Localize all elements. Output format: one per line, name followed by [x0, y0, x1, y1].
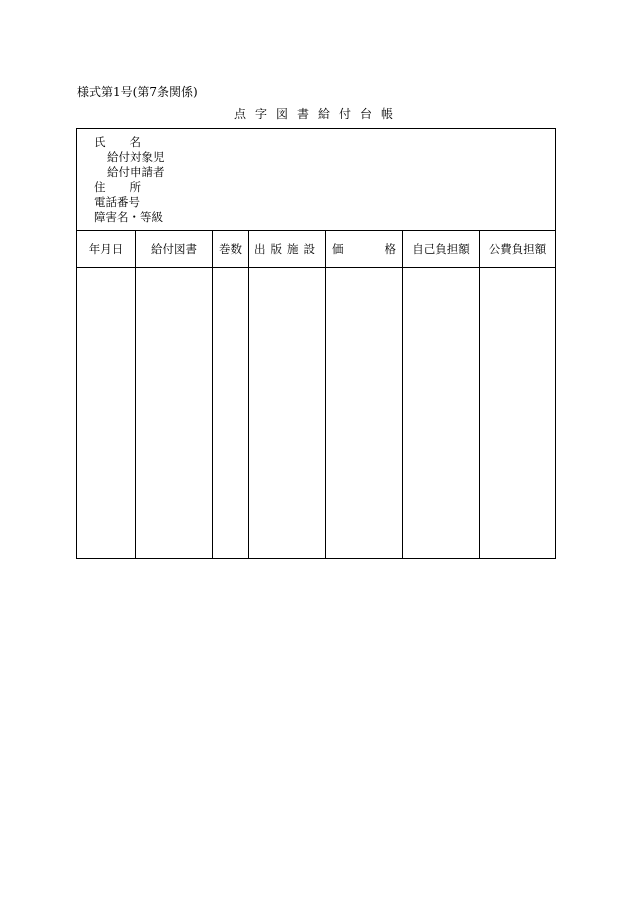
price-header-part1: 価 [332, 242, 344, 256]
applicant-info-block [77, 129, 555, 231]
document-title: 点字図書給付台帳 [233, 107, 402, 121]
disability-label: 障害名・等級 [94, 210, 163, 224]
column-divider [248, 231, 249, 558]
table-header-row [77, 231, 555, 268]
recipient-child-label: 給付対象児 [107, 150, 165, 164]
column-header-price [326, 231, 402, 267]
column-header-volumes: 巻数 [219, 242, 242, 256]
column-divider [212, 231, 213, 558]
column-header-publisher: 出版施設 [254, 242, 320, 256]
column-divider [325, 231, 326, 558]
ledger-table [76, 128, 556, 559]
address-label: 住所 [94, 180, 165, 194]
column-divider [135, 231, 136, 558]
phone-label: 電話番号 [94, 195, 140, 209]
applicant-label: 給付申請者 [107, 165, 165, 179]
column-divider [479, 231, 480, 558]
form-reference: 様式第1号(第7条関係) [77, 85, 198, 99]
name-label: 氏名 [94, 135, 165, 149]
column-header-date: 年月日 [88, 242, 124, 256]
column-divider [402, 231, 403, 558]
price-header-part2: 格 [384, 242, 396, 256]
column-header-public-pay: 公費負担額 [488, 242, 547, 256]
column-header-book: 給付図書 [151, 242, 197, 256]
column-header-self-pay: 自己負担額 [412, 242, 470, 256]
